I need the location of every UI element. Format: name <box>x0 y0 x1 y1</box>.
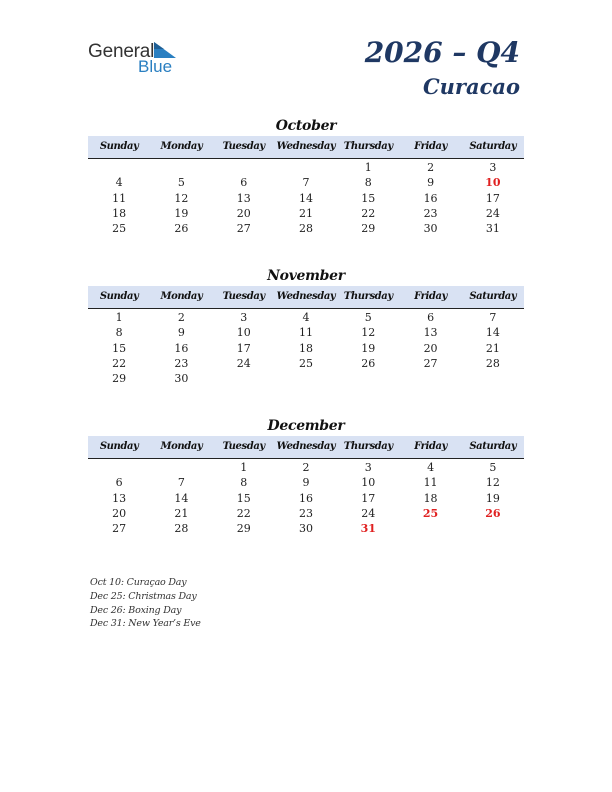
day-cell: 7 <box>489 311 497 324</box>
weekday-label: Thursday <box>343 141 393 152</box>
day-cell: 28 <box>485 356 500 370</box>
day-cell: 10 <box>361 476 376 490</box>
page-title <box>365 36 520 100</box>
month-november <box>88 266 524 386</box>
day-cell: 29 <box>361 222 376 236</box>
weekday-label: Monday <box>160 441 203 452</box>
day-cell: 20 <box>423 341 438 355</box>
weekday-label: Tuesday <box>222 291 265 302</box>
weekday-label: Saturday <box>469 291 517 302</box>
holiday-note: Dec 26: Boxing Day <box>90 604 182 616</box>
day-cell: 24 <box>236 356 251 370</box>
day-cell: 3 <box>240 311 248 324</box>
day-cell <box>88 460 150 475</box>
day-cell: 31 <box>360 522 376 536</box>
day-cell: 24 <box>361 506 376 520</box>
day-cell: 17 <box>236 341 251 355</box>
day-cell: 8 <box>115 326 123 340</box>
day-cell: 17 <box>485 191 500 205</box>
day-cell <box>150 460 212 475</box>
day-cell: 25 <box>112 222 127 236</box>
day-cell: 18 <box>112 206 127 220</box>
weekday-label: Monday <box>160 291 203 302</box>
day-cell: 13 <box>112 491 127 505</box>
day-cell: 9 <box>302 476 310 490</box>
day-cell: 20 <box>112 506 127 520</box>
holiday-note: Dec 25: Christmas Day <box>90 590 197 602</box>
day-cell: 22 <box>361 206 376 220</box>
weekday-header <box>88 286 524 309</box>
day-cell: 27 <box>236 222 251 236</box>
day-cell: 15 <box>236 491 251 505</box>
day-cell <box>150 160 212 175</box>
weekday-label: Saturday <box>469 441 517 452</box>
day-cell: 1 <box>240 461 248 474</box>
day-cell: 24 <box>485 206 500 220</box>
month-name: October <box>275 118 337 134</box>
month-name: December <box>267 418 345 434</box>
day-cell: 26 <box>361 356 376 370</box>
day-cell: 12 <box>174 191 189 205</box>
weekday-label: Tuesday <box>222 441 265 452</box>
day-grid <box>88 310 524 386</box>
day-cell: 30 <box>174 372 189 386</box>
day-cell: 13 <box>423 326 438 340</box>
day-cell: 27 <box>423 356 438 370</box>
day-cell: 19 <box>485 491 500 505</box>
weekday-label: Monday <box>160 141 203 152</box>
day-cell: 26 <box>174 222 189 236</box>
day-cell <box>399 371 461 386</box>
day-cell: 9 <box>177 326 185 340</box>
day-cell: 4 <box>115 176 123 190</box>
day-grid <box>88 160 524 236</box>
day-cell: 25 <box>422 506 439 520</box>
day-cell: 29 <box>236 522 251 536</box>
weekday-label: Friday <box>414 141 447 152</box>
day-cell: 15 <box>112 341 127 355</box>
day-cell: 10 <box>236 326 251 340</box>
weekday-label: Friday <box>414 441 447 452</box>
day-cell: 11 <box>298 326 313 340</box>
day-cell: 22 <box>112 356 127 370</box>
month-december <box>88 416 524 536</box>
day-cell: 9 <box>427 176 435 190</box>
day-cell: 4 <box>302 311 310 324</box>
day-cell: 2 <box>177 311 185 324</box>
day-cell: 6 <box>240 176 248 190</box>
holiday-note: Dec 31: New Year’s Eve <box>90 618 201 630</box>
day-cell <box>88 160 150 175</box>
day-cell <box>462 521 524 536</box>
day-cell: 8 <box>364 176 372 190</box>
day-cell: 19 <box>361 341 376 355</box>
logo-text-blue: Blue <box>138 57 173 76</box>
weekday-label: Sunday <box>99 291 139 302</box>
weekday-label: Wednesday <box>276 141 336 152</box>
holiday-note: Oct 10: Curaçao Day <box>90 577 187 588</box>
day-cell: 27 <box>112 522 127 536</box>
day-cell: 2 <box>302 461 310 474</box>
weekday-label: Tuesday <box>222 141 265 152</box>
day-cell: 26 <box>485 506 501 520</box>
day-cell: 1 <box>115 311 123 324</box>
day-cell: 11 <box>112 191 127 205</box>
day-cell: 28 <box>174 522 189 536</box>
weekday-label: Friday <box>414 291 447 302</box>
day-cell: 30 <box>298 522 313 536</box>
logo-text-general: General <box>88 41 155 62</box>
day-cell: 10 <box>485 176 501 190</box>
day-cell <box>213 371 275 386</box>
day-cell: 23 <box>174 356 189 370</box>
day-cell: 6 <box>427 311 435 324</box>
day-cell: 18 <box>298 341 313 355</box>
day-cell: 5 <box>489 461 497 474</box>
day-cell: 20 <box>236 206 251 220</box>
day-cell: 5 <box>364 311 372 324</box>
day-cell: 14 <box>298 191 313 205</box>
weekday-label: Sunday <box>99 141 139 152</box>
day-cell: 29 <box>112 372 127 386</box>
day-cell <box>399 521 461 536</box>
day-cell: 18 <box>423 491 438 505</box>
day-cell: 13 <box>236 191 251 205</box>
weekday-header <box>88 436 524 459</box>
day-cell: 15 <box>361 191 376 205</box>
weekday-label: Thursday <box>343 291 393 302</box>
day-cell: 16 <box>174 341 189 355</box>
day-cell: 2 <box>427 161 435 174</box>
day-cell: 3 <box>489 161 497 174</box>
day-cell: 19 <box>174 206 189 220</box>
day-cell: 25 <box>298 356 313 370</box>
day-cell: 14 <box>485 326 500 340</box>
day-cell: 21 <box>174 506 189 520</box>
day-cell: 21 <box>485 341 500 355</box>
quarter-title: 2026 – Q4 <box>364 36 520 69</box>
day-cell: 23 <box>423 206 438 220</box>
weekday-label: Wednesday <box>276 291 336 302</box>
day-cell: 22 <box>236 506 251 520</box>
day-cell: 14 <box>174 491 189 505</box>
day-cell: 7 <box>177 476 185 490</box>
brand-logo <box>88 40 188 80</box>
day-cell: 3 <box>364 461 372 474</box>
weekday-label: Wednesday <box>276 441 336 452</box>
country-title: Curacao <box>422 74 520 99</box>
holiday-notes <box>90 576 201 631</box>
day-grid <box>88 460 524 536</box>
day-cell <box>337 371 399 386</box>
logo-flag-icon <box>154 42 176 58</box>
day-cell <box>275 371 337 386</box>
day-cell: 23 <box>298 506 313 520</box>
day-cell: 1 <box>364 161 372 174</box>
day-cell: 12 <box>361 326 376 340</box>
day-cell: 17 <box>361 491 376 505</box>
day-cell: 16 <box>423 191 438 205</box>
weekday-header <box>88 136 524 159</box>
day-cell <box>275 160 337 175</box>
day-cell: 31 <box>485 222 500 236</box>
day-cell <box>213 160 275 175</box>
month-name: November <box>267 268 345 284</box>
day-cell: 16 <box>298 491 313 505</box>
day-cell: 30 <box>423 222 438 236</box>
day-cell: 4 <box>427 461 435 474</box>
day-cell: 5 <box>177 176 185 190</box>
weekday-label: Sunday <box>99 441 139 452</box>
day-cell <box>462 371 524 386</box>
day-cell: 12 <box>485 476 500 490</box>
day-cell: 6 <box>115 476 123 490</box>
month-october <box>88 116 524 236</box>
day-cell: 8 <box>240 476 248 490</box>
day-cell: 21 <box>298 206 313 220</box>
day-cell: 28 <box>298 222 313 236</box>
day-cell: 7 <box>302 176 310 190</box>
day-cell: 11 <box>423 476 438 490</box>
weekday-label: Thursday <box>343 441 393 452</box>
weekday-label: Saturday <box>469 141 517 152</box>
